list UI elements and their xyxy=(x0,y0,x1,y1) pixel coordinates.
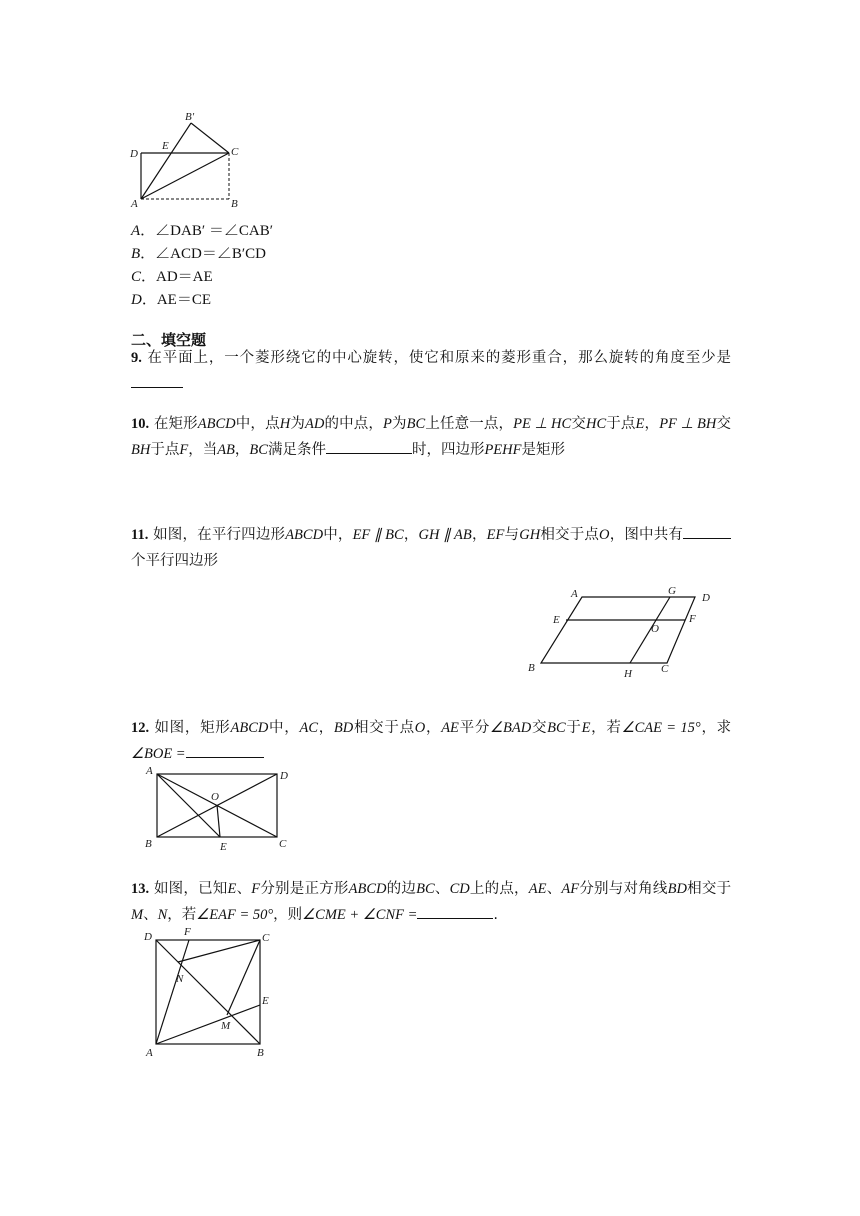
fig13-label-b: B xyxy=(257,1047,264,1059)
fig11-label-a: A xyxy=(571,588,578,600)
answer-blank xyxy=(326,439,412,454)
fig12-label-d: D xyxy=(280,770,288,782)
fig12-label-o: O xyxy=(211,791,219,803)
fig13-label-n: N xyxy=(176,973,184,985)
fig8-label-d: D xyxy=(130,148,138,160)
fig11-label-f: F xyxy=(689,613,696,625)
fig11-label-g: G xyxy=(668,585,676,597)
figure-rectangle-fold xyxy=(125,105,255,215)
fig8-label-c: C xyxy=(231,146,239,158)
fig8-label-e: E xyxy=(162,140,169,152)
fig12-label-e: E xyxy=(220,841,227,853)
fig12-label-a: A xyxy=(146,765,153,777)
question-9: 9. 在平面上，一个菱形绕它的中心旋转，使它和原来的菱形重合，那么旋转的角度至少是 xyxy=(131,345,731,397)
fig8-label-a: A xyxy=(131,198,138,210)
fig12-label-b: B xyxy=(145,838,152,850)
option-b: B．∠ACD＝∠B′CD xyxy=(131,246,266,262)
answer-blank xyxy=(186,743,264,758)
option-c: C．AD＝AE xyxy=(131,269,213,285)
fig13-label-f: F xyxy=(184,926,191,938)
option-d: D．AE＝CE xyxy=(131,292,212,308)
figure-rectangle-diagonals xyxy=(140,762,300,857)
fig11-label-e: E xyxy=(553,614,560,626)
answer-blank xyxy=(683,524,731,539)
answer-blank xyxy=(131,373,183,388)
fig11-label-d: D xyxy=(702,592,710,604)
fig8-label-bprime: B′ xyxy=(185,111,195,123)
fig11-label-o: O xyxy=(651,623,659,635)
fig12-label-c: C xyxy=(279,838,287,850)
section-title: 二、填空题 xyxy=(131,331,207,349)
question-11: 11. 如图，在平行四边形ABCD中，EF ∥ BC，GH ∥ AB，EF与GH相交于点O，图中共有个平行四边形 xyxy=(131,522,731,574)
option-a: A．∠DAB′ ＝∠CAB′ xyxy=(131,223,273,239)
figure-parallelogram xyxy=(525,583,725,683)
question-10: 10. 在矩形ABCD中，点H为AD的中点，P为BC上任意一点，PE ⊥ HC交HC于点E，PF ⊥ BH交BH于点F，当AB，BC满足条件 时，四边形PEHF是矩形 xyxy=(131,416,732,458)
figure-square xyxy=(140,925,290,1065)
answer-blank xyxy=(417,904,493,919)
fig13-label-e: E xyxy=(262,995,269,1007)
fig13-label-a: A xyxy=(146,1047,153,1059)
fig11-label-b: B xyxy=(528,662,535,674)
fig13-label-m: M xyxy=(221,1020,231,1032)
fig13-label-c: C xyxy=(262,932,270,944)
fig11-label-h: H xyxy=(624,668,632,680)
fig13-label-d: D xyxy=(144,931,152,943)
question-12: 12. 如图，矩形ABCD中，AC，BD相交于点O，AE平分∠BAD交BC于E，若∠CAE = 15°，求∠BOE = xyxy=(131,720,732,762)
fig11-label-c: C xyxy=(661,663,669,675)
question-13: 13. 如图，已知E、F分别是正方形ABCD的边BC、CD上的点，AE、AF分别与对角线BD相交于M、N，若∠EAF = 50°，则∠CME + ∠CNF = . xyxy=(131,881,732,923)
fig8-label-b: B xyxy=(231,198,238,210)
